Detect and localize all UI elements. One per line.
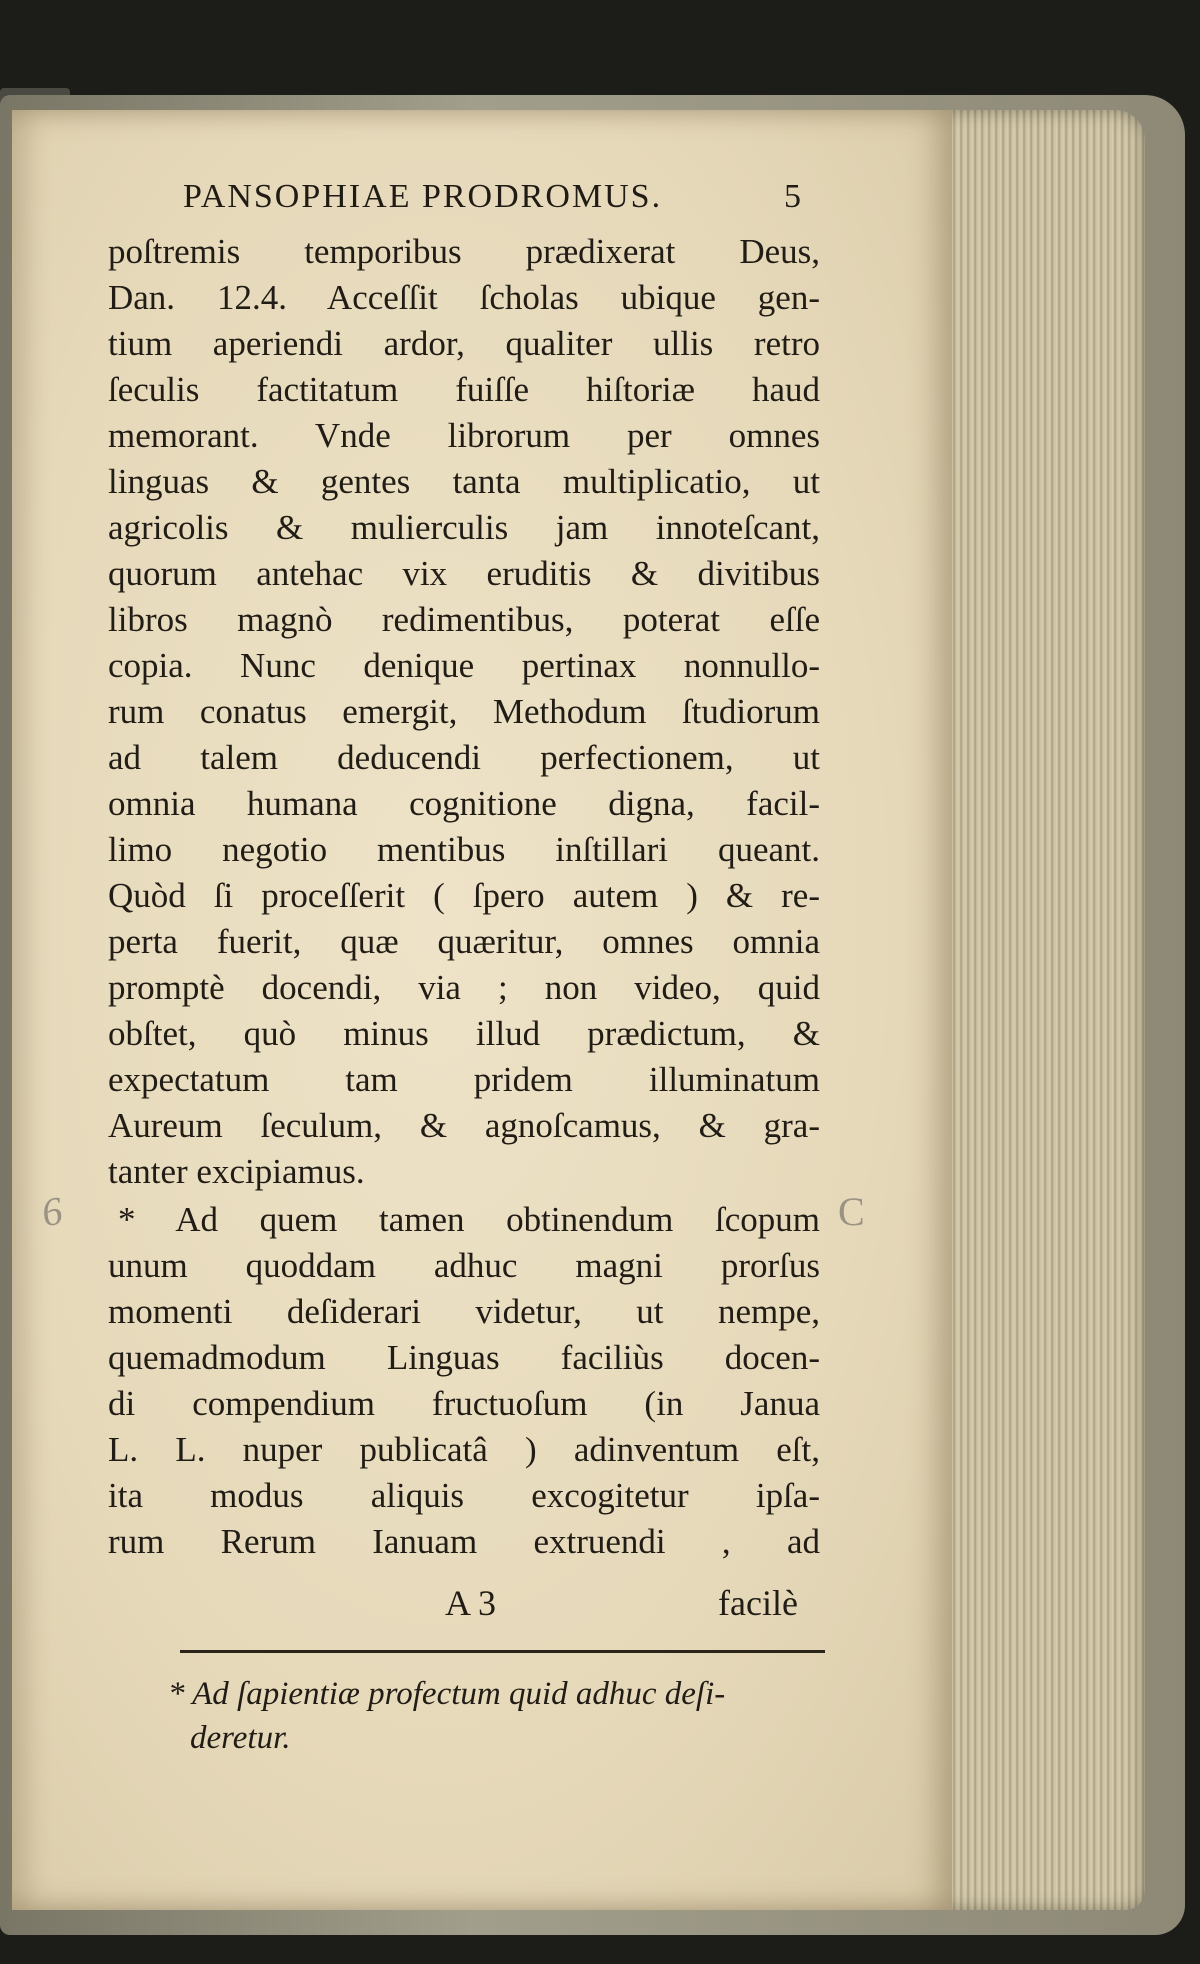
text-line: * Ad quem tamen obtinendum ſcopum	[118, 1200, 820, 1239]
text-line: unum quoddam adhuc magni prorſus	[108, 1246, 820, 1285]
text-line: L. L. nuper publicatâ ) adinventum eſt,	[108, 1430, 820, 1469]
running-head-title: PANSOPHIAE PRODROMUS.	[183, 178, 663, 215]
margin-annotation-left: 6	[38, 1187, 66, 1236]
running-head	[183, 178, 803, 216]
text-line: quorum antehac vix eruditis & divitibus	[108, 554, 820, 593]
text-line: omnia humana cognitione digna, facil-	[108, 784, 820, 823]
footnote-line: deretur.	[190, 1720, 291, 1756]
footnote-line: * Ad ſapientiæ profectum quid adhuc deſi-	[168, 1676, 726, 1712]
text-line: copia. Nunc denique pertinax nonnullo-	[108, 646, 820, 685]
text-line: libros magnò redimentibus, poterat eſſe	[108, 600, 820, 639]
footnote-rule	[180, 1650, 825, 1653]
text-line: memorant. Vnde librorum per omnes	[108, 416, 820, 455]
signature-mark: A 3	[445, 1583, 497, 1623]
text-line: linguas & gentes tanta multiplicatio, ut	[108, 462, 820, 501]
text-line: rum conatus emergit, Methodum ſtudiorum	[108, 692, 820, 731]
margin-annotation-right: C	[838, 1189, 865, 1234]
text-line: limo negotio mentibus inſtillari queant.	[108, 830, 820, 869]
text-line: ad talem deducendi perfectionem, ut	[108, 738, 820, 777]
text-line: expectatum tam pridem illuminatum	[108, 1060, 820, 1099]
catchword: facilè	[718, 1583, 798, 1623]
text-line: tium aperiendi ardor, qualiter ullis retro	[108, 324, 820, 363]
text-line: quemadmodum Linguas faciliùs docen-	[108, 1338, 820, 1377]
text-line: rum Rerum Ianuam extruendi , ad	[108, 1522, 820, 1561]
text-line: promptè docendi, via ; non video, quid	[108, 968, 820, 1007]
text-line: Dan. 12.4. Acceſſit ſcholas ubique gen-	[108, 278, 820, 317]
text-line: agricolis & mulierculis jam innoteſcant,	[108, 508, 820, 547]
text-line: Aureum ſeculum, & agnoſcamus, & gra-	[108, 1106, 820, 1145]
text-line: ita modus aliquis excogitetur ipſa-	[108, 1476, 820, 1515]
text-line: di compendium fructuoſum (in Janua	[108, 1384, 820, 1423]
text-line: poſtremis temporibus prædixerat Deus,	[108, 232, 820, 271]
text-line: ſeculis factitatum fuiſſe hiſtoriæ haud	[108, 370, 820, 409]
text-line: Quòd ſi proceſſerit ( ſpero autem ) & re-	[108, 876, 820, 915]
text-line: perta fuerit, quæ quæritur, omnes omnia	[108, 922, 820, 961]
text-line: momenti deſiderari videtur, ut nempe,	[108, 1292, 820, 1331]
page-number: 5	[784, 178, 803, 215]
text-line: tanter excipiamus.	[108, 1152, 365, 1191]
page-edges	[935, 110, 1145, 1910]
text-line: obſtet, quò minus illud prædictum, &	[108, 1014, 820, 1053]
